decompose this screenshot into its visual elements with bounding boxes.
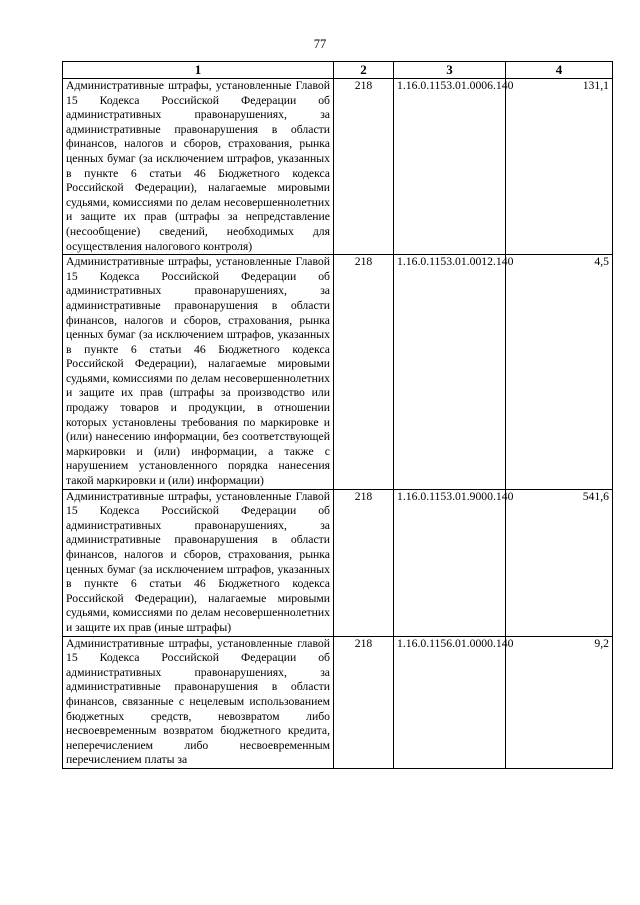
- row-budget-code: 1.16.0.1153.01.0012.140: [394, 255, 506, 490]
- row-amount: 541,6: [506, 489, 613, 636]
- column-header-1: 1: [63, 62, 334, 79]
- table-row: [63, 79, 613, 255]
- row-budget-code: 1.16.0.1153.01.9000.140: [394, 489, 506, 636]
- row-description: Административные штрафы, установленные Главой 15 Кодекса Российской Федерации об административных правонарушениях, за административные правонарушения в области финансов, налогов и сборов, страхования, рынка ценных бумаг (за исключением штрафов, указанных в пункте 6 статьи 46 Бюджетного кодекса Российской Федерации), налагаемые мировыми судьями, комиссиями по делам несовершеннолетних и защите их прав (штрафы за непредставление (несообщение) сведений, необходимых для осуществления налогового контроля): [63, 79, 334, 255]
- column-header-3: 3: [394, 62, 506, 79]
- table-row: [63, 636, 613, 768]
- page-number: 77: [313, 37, 327, 51]
- table-row: [63, 489, 613, 636]
- table-row: [63, 255, 613, 490]
- row-admin-code: 218: [334, 489, 394, 636]
- row-amount: 131,1: [506, 79, 613, 255]
- row-description: Административные штрафы, установленные Главой 15 Кодекса Российской Федерации об административных правонарушениях, за административные правонарушения в области финансов, налогов и сборов, страхования, рынка ценных бумаг (за исключением штрафов, указанных в пункте 6 статьи 46 Бюджетного кодекса Российской Федерации), налагаемые мировыми судьями, комиссиями по делам несовершеннолетних и защите их прав (штрафы за производство или продажу товаров и продукции, в отношении которых установлены требования по маркировке и (или) нанесению информации, без соответствующей маркировки и (или) информации, а также с нарушением установленного порядка нанесения такой маркировки и (или) информации): [63, 255, 334, 490]
- row-budget-code: 1.16.0.1156.01.0000.140: [394, 636, 506, 768]
- column-header-4: 4: [506, 62, 613, 79]
- row-admin-code: 218: [334, 255, 394, 490]
- row-amount: 4,5: [506, 255, 613, 490]
- table-header-row: [63, 62, 613, 79]
- column-header-2: 2: [334, 62, 394, 79]
- row-admin-code: 218: [334, 636, 394, 768]
- row-admin-code: 218: [334, 79, 394, 255]
- row-description: Административные штрафы, установленные главой 15 Кодекса Российской Федерации об административных правонарушениях, за административные правонарушения в области финансов, связанные с нецелевым использованием бюджетных средств, невозвратом либо несвоевременным возвратом бюджетного кредита, неперечислением либо несвоевременным перечислением платы за: [63, 636, 334, 768]
- row-budget-code: 1.16.0.1153.01.0006.140: [394, 79, 506, 255]
- row-amount: 9,2: [506, 636, 613, 768]
- revenue-table: [62, 61, 613, 769]
- row-description: Административные штрафы, установленные Главой 15 Кодекса Российской Федерации об административных правонарушениях, за административные правонарушения в области финансов, налогов и сборов, страхования, рынка ценных бумаг (за исключением штрафов, указанных в пункте 6 статьи 46 Бюджетного кодекса Российской Федерации), налагаемые мировыми судьями, комиссиями по делам несовершеннолетних и защите их прав (иные штрафы): [63, 489, 334, 636]
